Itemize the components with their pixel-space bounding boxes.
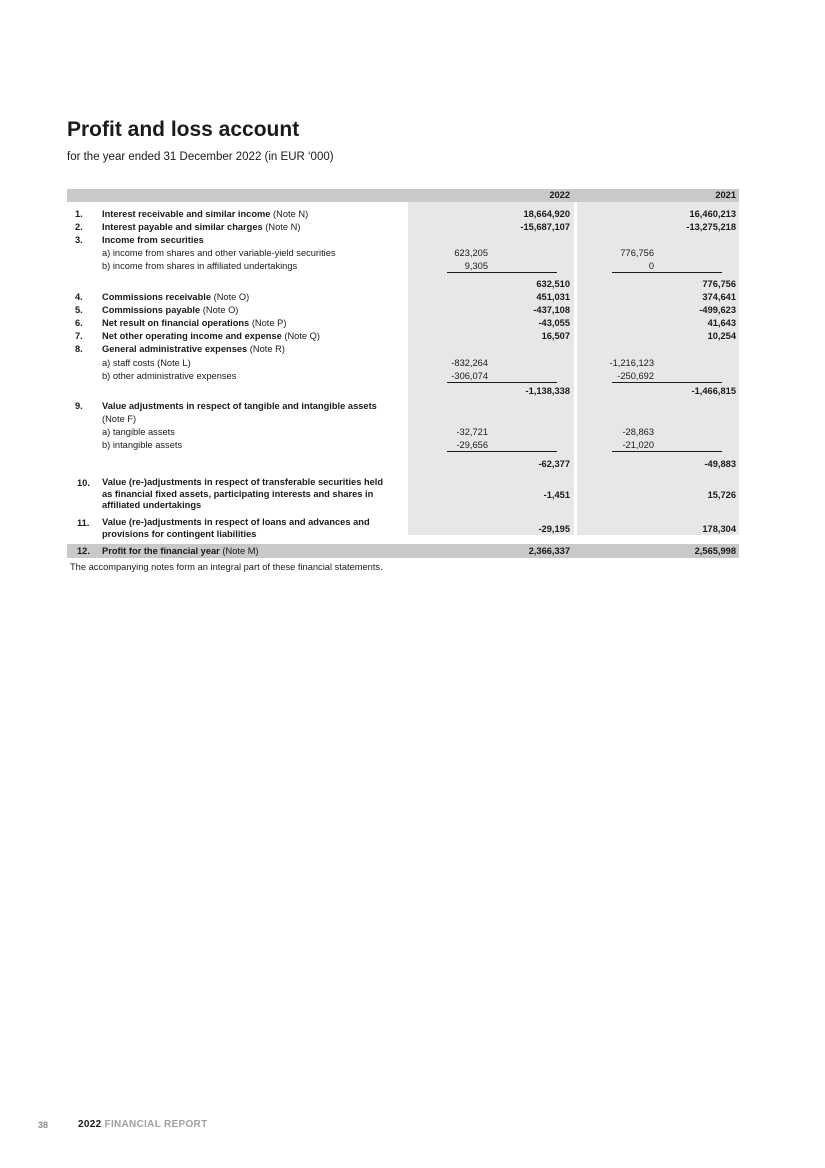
value-2022: 2,366,337 [528,546,570,556]
header-year-2021: 2021 [715,190,736,200]
row-number: 11. [77,518,90,528]
value-2022: 632,510 [536,279,570,289]
report-footer: 2022 FINANCIAL REPORT [78,1119,208,1130]
subtotal-rule [612,451,722,452]
subvalue-2021: 0 [648,261,654,271]
value-2022: -29,195 [538,524,570,534]
value-2022: -62,377 [538,459,570,469]
value-2021: 10,254 [707,331,736,341]
value-2021: 178,304 [702,524,736,534]
value-2022: -1,138,338 [525,386,570,396]
table-row [67,291,739,304]
value-2021: -13,275,218 [686,222,736,232]
row-label: General administrative expenses (Note R) [102,344,285,354]
table-row [67,260,739,273]
value-2022: -437,108 [533,305,570,315]
table-header [67,189,739,202]
row-label: b) other administrative expenses [102,371,237,381]
table-row [67,477,739,511]
value-2022: -43,055 [538,318,570,328]
value-2021: -1,466,815 [691,386,736,396]
row-label: Income from securities [102,235,204,245]
row-label: a) tangible assets [102,427,175,437]
subvalue-2022: 9,305 [464,261,488,271]
row-label: Net result on financial operations (Note P) [102,318,287,328]
footnote: The accompanying notes form an integral part of these financial statements. [70,562,383,572]
page-number: 38 [38,1120,49,1130]
row-number: 9. [75,401,83,411]
subtotal-rule [447,451,557,452]
subvalue-2021: -1,216,123 [609,358,654,368]
row-label: Interest receivable and similar income (Note N) [102,209,309,219]
subvalue-2022: -832,264 [451,358,488,368]
row-number: 4. [75,292,83,302]
row-number: 2. [75,222,83,232]
table-row [67,385,739,398]
subvalue-2022: 623,205 [454,248,488,258]
row-label: Value (re-)adjustments in respect of loans and advances and provisions for contingent liabilities [102,517,370,539]
row-label: Profit for the financial year (Note M) [102,546,259,556]
value-2021: 776,756 [702,279,736,289]
subvalue-2021: -28,863 [622,427,654,437]
profit-loss-table [67,189,739,558]
row-number: 3. [75,235,83,245]
table-row [67,330,739,343]
row-number: 6. [75,318,83,328]
row-number: 10. [77,478,90,488]
page-subtitle: for the year ended 31 December 2022 (in EUR ‘000) [67,151,334,163]
row-label: a) income from shares and other variable-yield securities [102,248,336,258]
table-row [67,304,739,317]
table-row [67,517,739,541]
table-row [67,439,739,452]
table-row [67,234,739,247]
value-2022: -15,687,107 [520,222,570,232]
page-title: Profit and loss account [67,118,300,141]
row-label: b) intangible assets [102,440,183,450]
row-number: 8. [75,344,83,354]
row-label: b) income from shares in affiliated undertakings [102,261,298,271]
row-number: 12. [77,546,90,556]
value-2021: 15,726 [707,490,736,500]
value-2021: -499,623 [699,305,736,315]
value-2021: 2,565,998 [694,546,736,556]
total-row-profit [67,544,739,558]
table-row [67,221,739,234]
header-year-2022: 2022 [549,190,570,200]
subtotal-rule [612,272,722,273]
row-label: Net other operating income and expense (Note Q) [102,331,321,341]
subvalue-2022: -306,074 [451,371,488,381]
value-2021: -49,883 [704,459,736,469]
table-row [67,247,739,260]
row-label: Commissions receivable (Note O) [102,292,250,302]
row-label: Interest payable and similar charges (Note N) [102,222,301,232]
subvalue-2022: -32,721 [456,427,488,437]
value-2021: 374,641 [702,292,736,302]
row-label: Value adjustments in respect of tangible and intangible assets (Note F) [102,401,377,424]
value-2022: -1,451 [543,490,570,500]
subvalue-2021: 776,756 [620,248,654,258]
table-row [67,357,739,370]
table-row [67,343,739,356]
subvalue-2021: -250,692 [617,371,654,381]
value-2022: 451,031 [536,292,570,302]
row-label: a) staff costs (Note L) [102,358,191,368]
value-2021: 41,643 [707,318,736,328]
table-row [67,370,739,383]
table-row [67,426,739,439]
row-label: Commissions payable (Note O) [102,305,239,315]
row-number: 5. [75,305,83,315]
table-row [67,278,739,291]
value-2022: 16,507 [541,331,570,341]
value-2022: 18,664,920 [523,209,570,219]
table-row [67,400,739,426]
subvalue-2021: -21,020 [622,440,654,450]
row-label: Value (re-)adjustments in respect of transferable securities held as financial fixed assets, participating interests and shares in affiliated undertakings [102,477,384,510]
subtotal-rule [612,382,722,383]
subtotal-rule [447,382,557,383]
table-row [67,317,739,330]
row-number: 7. [75,331,83,341]
subtotal-rule [447,272,557,273]
value-2021: 16,460,213 [689,209,736,219]
table-row [67,208,739,221]
subvalue-2022: -29,656 [456,440,488,450]
row-number: 1. [75,209,83,219]
table-row [67,458,739,471]
